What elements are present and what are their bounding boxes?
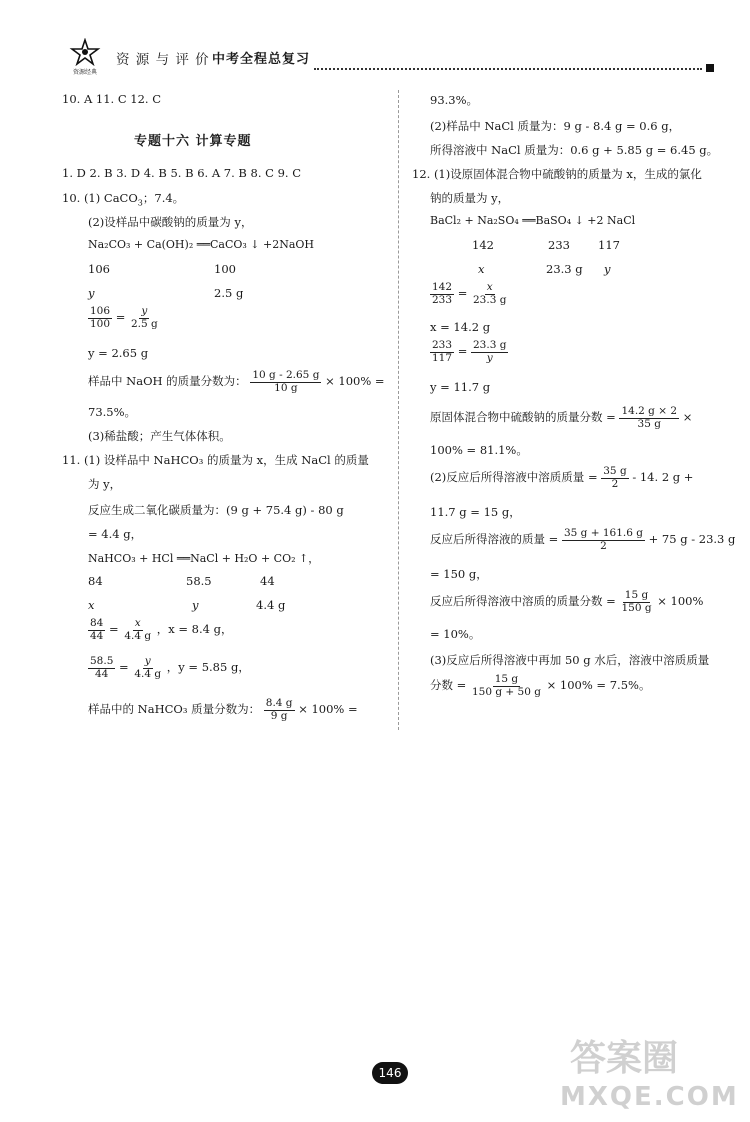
ratio-value: x [478, 262, 485, 276]
denominator: y [486, 351, 493, 364]
text: 样品中的 NaHCO₃ 质量分数为： [88, 702, 261, 717]
proportion [88, 656, 250, 680]
text: 反应后所得溶液中溶质的质量分数 = [430, 594, 616, 609]
fraction [132, 656, 163, 680]
text: ，x = 8.4 g， [156, 622, 233, 637]
text: - 14. 2 g + [632, 470, 694, 485]
text: 反应后所得溶液的质量 = [430, 532, 559, 547]
naoh-fraction-line [88, 370, 385, 394]
solute-mass-line [430, 466, 693, 490]
result: 73.5%。 [88, 405, 137, 419]
ratio-value: 44 [260, 574, 275, 588]
ratio-value: 233 [548, 238, 570, 252]
numerator: y [144, 655, 151, 667]
fraction [264, 698, 295, 722]
line: (3)反应后所得溶液中再加 50 g 水后，溶液中溶质质量 [430, 653, 710, 667]
text: × 100% = 7.5%。 [546, 678, 651, 693]
section-title: 专题十六 计算专题 [134, 134, 252, 149]
mass-fraction-line [430, 590, 703, 614]
fraction [619, 406, 679, 430]
ratio-value: 23.3 g [546, 262, 583, 276]
line: 所得溶液中 NaCl 质量为：0.6 g + 5.85 g = 6.45 g。 [430, 143, 719, 157]
text: × [682, 410, 693, 425]
ratio-value: y [604, 262, 611, 276]
equals: = [457, 344, 468, 359]
denominator: 4.4 g [134, 667, 162, 680]
numerator: 106 [90, 305, 111, 317]
text: 原固体混合物中硫酸钠的质量分数 = [430, 410, 616, 425]
denominator: 150 g + 50 g [471, 685, 541, 698]
ratio-value: 100 [214, 262, 236, 276]
fraction [619, 590, 653, 614]
column-divider [398, 90, 399, 730]
text: + 75 g - 23.3 g [648, 532, 736, 547]
final-fraction-line [430, 674, 650, 698]
q12-line: 钠的质量为 y， [430, 191, 510, 205]
subscript: 3 [137, 198, 143, 208]
fraction [471, 282, 508, 306]
ratio-value: 58.5 [186, 574, 212, 588]
denominator: 100 [90, 317, 111, 330]
fraction [129, 306, 160, 330]
text: ，y = 5.85 g， [166, 660, 250, 675]
result: y = 2.65 g [88, 346, 149, 360]
result: y = 11.7 g [430, 380, 491, 394]
q10-part2: (2)设样品中碳酸钠的质量为 y， [88, 215, 253, 229]
ratio-value: y [192, 598, 199, 612]
ratio-value: 106 [88, 262, 110, 276]
numerator: 84 [90, 617, 104, 629]
numerator: 142 [432, 281, 453, 293]
denominator: 2.5 g [131, 317, 158, 330]
numerator: 23.3 g [473, 339, 507, 351]
text: × 100% [657, 594, 704, 609]
text: 分数 = [430, 678, 467, 693]
q10-part1-a: 10. (1) CaCO [62, 191, 138, 205]
denominator: 44 [95, 667, 109, 680]
result: 11.7 g = 15 g， [430, 505, 521, 519]
proportion [430, 340, 508, 364]
ratio-value: 142 [472, 238, 494, 252]
equals: = [457, 286, 468, 301]
result: = 10%。 [430, 627, 481, 641]
q10-part1-b: ；7.4。 [142, 191, 185, 205]
equals: = [115, 310, 126, 325]
q10-part3: (3)稀盐酸；产生气体体积。 [88, 429, 231, 443]
denominator: 10 g [274, 381, 298, 394]
ratio-value: 2.5 g [214, 286, 244, 300]
ratio-value: y [88, 286, 95, 300]
percentage-line [430, 406, 692, 430]
result: = 150 g， [430, 567, 488, 581]
denominator: 2 [600, 539, 607, 552]
logo-text: 资源经典 [72, 69, 97, 76]
proportion [88, 618, 233, 642]
watermark-text: 答案圈 [570, 1038, 679, 1079]
numerator: 35 g + 161.6 g [563, 527, 643, 539]
equation: BaCl₂ + Na₂SO₄ ══BaSO₄ ↓ +2 NaCl [430, 214, 636, 227]
page-number: 146 [372, 1062, 408, 1084]
fraction [88, 306, 112, 330]
text: × 100% = [298, 702, 358, 717]
denominator: 23.3 g [473, 293, 507, 306]
q10-part1 [62, 190, 184, 207]
text: × 100% = [325, 374, 385, 389]
q11-line: 11. (1) 设样品中 NaHCO₃ 的质量为 x，生成 NaCl 的质量 [62, 453, 369, 467]
proportion [88, 306, 160, 330]
numerator: 58.5 [90, 655, 114, 667]
book-title: 中考全程总复习 [212, 52, 311, 67]
fraction [88, 618, 105, 642]
denominator: 117 [432, 351, 453, 364]
equation: NaHCO₃ + HCl ══NaCl + H₂O + CO₂ ↑， [88, 552, 320, 565]
result: 93.3%。 [430, 93, 479, 107]
answer-line: 10. A 11. C 12. C [62, 92, 162, 106]
result: x = 14.2 g [430, 320, 491, 334]
equation: Na₂CO₃ + Ca(OH)₂ ══CaCO₃ ↓ +2NaOH [88, 238, 315, 251]
answer-line: 1. D 2. B 3. D 4. B 5. B 6. A 7. B 8. C 9. C [62, 166, 302, 180]
fraction [430, 282, 454, 306]
denominator: 44 [90, 629, 104, 642]
nahco3-fraction-line [88, 698, 358, 722]
fraction [122, 618, 153, 642]
denominator: 150 g [621, 601, 652, 614]
fraction [470, 674, 543, 698]
fraction [430, 340, 454, 364]
denominator: 233 [432, 293, 453, 306]
logo-icon [68, 38, 102, 74]
text: 样品中 NaOH 的质量分数为： [88, 374, 247, 389]
fraction [562, 528, 645, 552]
numerator: 233 [432, 339, 453, 351]
header-dotted-rule [314, 68, 702, 70]
numerator: 10 g - 2.65 g [252, 369, 320, 381]
solution-mass-line [430, 528, 735, 552]
fraction [250, 370, 321, 394]
result: 100% = 81.1%。 [430, 443, 528, 457]
numerator: 15 g [494, 673, 519, 685]
q11-line: 为 y， [88, 477, 122, 491]
equals: = [109, 622, 119, 637]
q11-line: = 4.4 g， [88, 527, 143, 541]
denominator: 9 g [270, 709, 288, 722]
q11-line: 反应生成二氧化碳质量为：(9 g + 75.4 g) - 80 g [88, 503, 344, 517]
fraction [471, 340, 508, 364]
denominator: 4.4 g [124, 629, 152, 642]
ratio-value: 117 [598, 238, 620, 252]
fraction [88, 656, 115, 680]
numerator: 14.2 g × 2 [621, 405, 678, 417]
ratio-value: x [88, 598, 95, 612]
header-square-icon [706, 64, 714, 72]
ratio-value: 4.4 g [256, 598, 286, 612]
q12-line: 12. (1)设原固体混合物中硫酸钠的质量为 x，生成的氯化 [412, 167, 702, 181]
denominator: 2 [611, 477, 619, 490]
numerator: 8.4 g [265, 697, 293, 709]
series-title: 资 源 与 评 价 [116, 52, 210, 68]
numerator: 35 g [603, 465, 627, 477]
equals: = [119, 660, 129, 675]
proportion [430, 282, 508, 306]
watermark-url: MXQE.COM [560, 1082, 739, 1112]
numerator: x [486, 281, 493, 293]
denominator: 35 g [637, 417, 661, 430]
numerator: 15 g [624, 589, 649, 601]
numerator: x [134, 617, 141, 629]
text: (2)反应后所得溶液中溶质质量 = [430, 470, 598, 485]
numerator: y [141, 305, 148, 317]
line: (2)样品中 NaCl 质量为：9 g - 8.4 g = 0.6 g， [430, 119, 681, 133]
fraction [601, 466, 628, 490]
ratio-value: 84 [88, 574, 103, 588]
